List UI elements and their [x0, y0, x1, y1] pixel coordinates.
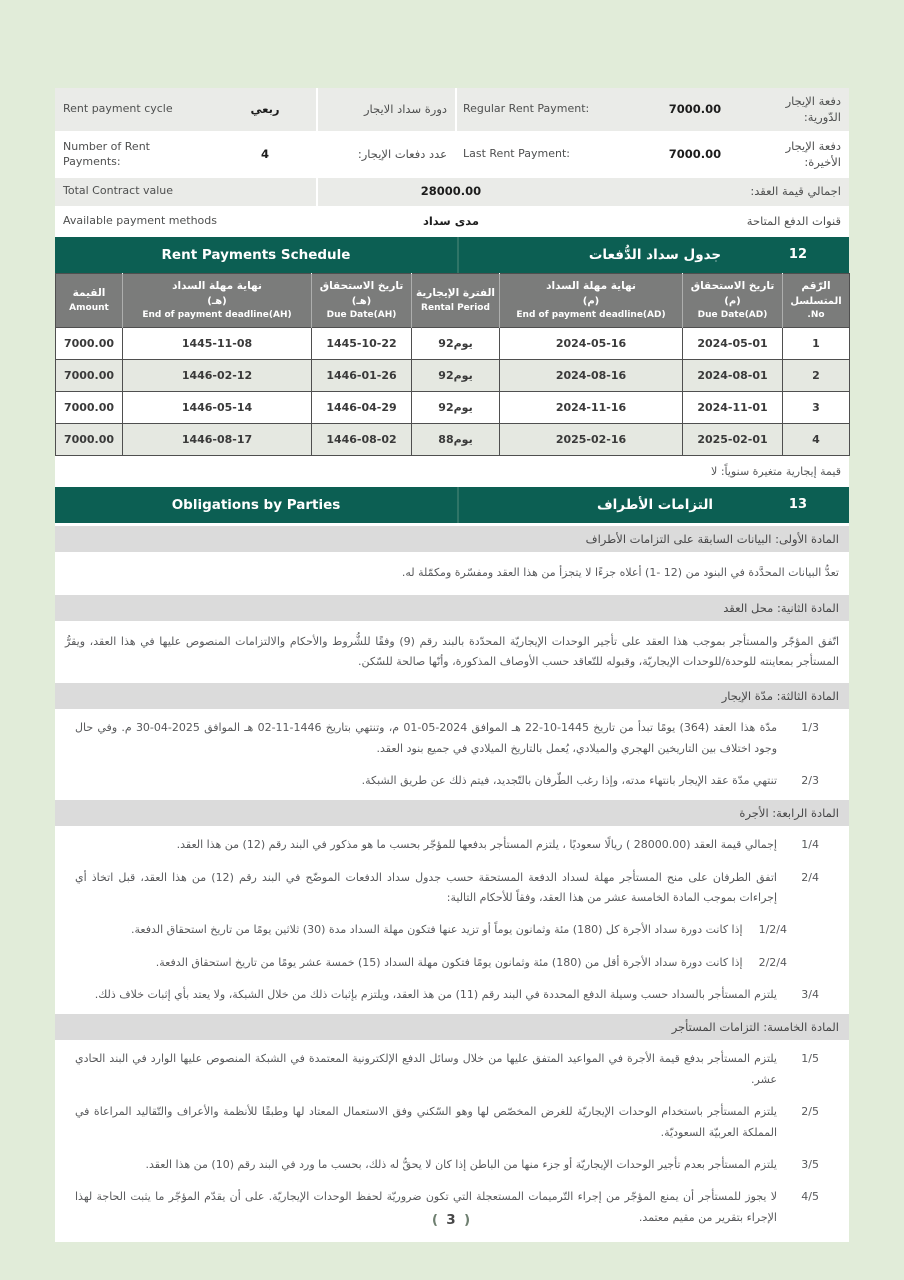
- section-title-en: Rent Payments Schedule: [161, 247, 351, 264]
- clause-text: مدّة هذا العقد (364) يومًا تبدأ من تاريخ ⁦22-10-1445⁩ هـ الموافق ⁦01-05-2024⁩ م، وتنتهي بتاريخ ⁦02-11-1446⁩ هـ الموافق ⁦30-04-2025⁩ م. وفي حال وجود اختلاف بين التاريخين الهجري والميلادي، يُعمل بالتاريخ الميلادي في جميع بنود العقد.: [75, 721, 777, 755]
- info-label-en: Number of Rent Payments:: [63, 139, 150, 168]
- clause-row: [55, 712, 849, 765]
- clause-text: يلتزم المستأجر بعدم تأجير الوحدات الإيجاريّة أو جزء منها من الباطن إذا كان لا يحقُّ له ذلك، بحسب ما ورد في البند رقم (10) من هذا العقد.: [145, 1157, 777, 1171]
- column-header: [412, 274, 500, 328]
- clause-number: 2/4: [801, 870, 819, 884]
- page-number-value: 3: [446, 1212, 458, 1228]
- clause-number: 2/2/4: [758, 955, 787, 969]
- page-number-paren-open: (: [431, 1212, 440, 1228]
- info-label-ar: دفعة الإيجار الدّورية:: [785, 94, 841, 124]
- info-label-ar: اجمالي قيمة العقد:: [750, 184, 841, 199]
- column-header: [56, 274, 123, 328]
- header-en: Amount: [69, 302, 109, 313]
- header-ar: نهاية مهلة السداد: [172, 280, 262, 293]
- column-header: [123, 274, 312, 328]
- clause-text: لا يجوز للمستأجر أن يمنع المؤجّر من إجراء التّرميمات المستعجلة التي تكون ضروريّة لحفظ الوحدات الإيجاريّة. على أن يقدّم المؤجّر ما يثبت الحاجة لهذا الإجراء بتقرير من مقيم معتمد.: [75, 1190, 777, 1224]
- rent-summary-table-bottom: [55, 178, 849, 237]
- info-label-en: Rent payment cycle: [63, 102, 173, 116]
- divider: [457, 237, 459, 273]
- clause-text: إجمالي قيمة العقد (28000.00 ) ريالًا سعوديًا ، يلتزم المستأجر بدفعها للمؤجّر بحسب ما هو مذكور في البند رقم (12) من هذا العقد.: [176, 838, 777, 852]
- info-row: [55, 178, 849, 208]
- section-title-ar: جدول سداد الدُّفعات: [588, 247, 722, 264]
- article-title: المادة الخامسة: التزامات المستأجر: [55, 1014, 849, 1040]
- column-divider: [316, 178, 318, 237]
- article-paragraph: تعدُّ البيانات المحدَّدة في البنود من ⁦(1- 12)⁩ أعلاه جزءًا لا يتجزأ من هذا العقد ومفسّرة ومكمّلة له.: [401, 566, 839, 580]
- header-ar: تاريخ الاستحقاق: [690, 280, 775, 293]
- clause-number: 2/3: [801, 774, 819, 788]
- section-13-header-bar: [55, 487, 849, 523]
- section-number: 12: [788, 247, 807, 263]
- column-header: [783, 274, 850, 328]
- table-cell: 2: [783, 360, 850, 392]
- table-cell: 2025-02-16: [500, 424, 683, 456]
- article-title: المادة الرابعة: الأجرة: [55, 800, 849, 826]
- table-cell: 1446-01-26: [312, 360, 412, 392]
- info-label-ar: عدد دفعات الإيجار:: [357, 146, 447, 161]
- info-label-en: Last Rent Payment:: [463, 147, 570, 161]
- clause-row: [55, 979, 849, 1011]
- column-divider: [316, 88, 318, 178]
- header-ar: نهاية مهلة السداد: [546, 280, 636, 293]
- header-en: End of payment deadline(AH): [142, 309, 292, 320]
- table-cell: 2024-08-01: [683, 360, 783, 392]
- table-row: [56, 360, 850, 392]
- clause-row: [55, 914, 849, 946]
- clause-text: يلتزم المستأجر بدفع قيمة الأجرة في المواعيد المتفق عليها من خلال وسائل الدفع الإلكترونية المعتمدة في الشبكة المنصوص عليها الوارد في البند الحادي عشر.: [75, 1052, 777, 1086]
- clause-number: 1/5: [801, 1052, 819, 1066]
- column-header: [312, 274, 412, 328]
- table-cell: 2024-11-16: [500, 392, 683, 424]
- info-label-en: Available payment methods: [63, 213, 217, 227]
- table-row: [56, 424, 850, 456]
- clause-number: 4/5: [801, 1190, 819, 1204]
- table-cell: 2024-11-01: [683, 392, 783, 424]
- table-cell: 2024-05-01: [683, 328, 783, 360]
- table-cell: 1446-05-14: [123, 392, 312, 424]
- header-sub: (هـ): [207, 295, 227, 307]
- info-value: 4: [260, 146, 269, 161]
- schedule-header-row: [56, 274, 850, 328]
- table-cell: 1446-08-02: [312, 424, 412, 456]
- header-en: Due Date(AD): [697, 309, 768, 320]
- clause-text: يلتزم المستأجر باستخدام الوحدات الإيجاريّة للغرض المخصّص لها وهو السّكني وفق الاستعمال المعتاد لها وطبقًا للأنظمة والأعراف والتّقاليد المراعاة في المملكة العربيّة السعوديّة.: [75, 1105, 777, 1139]
- article-title: المادة الثانية: محل العقد: [55, 595, 849, 621]
- clause-number: 1/4: [801, 838, 819, 852]
- contract-card: [55, 88, 849, 1242]
- info-value: 7000.00: [668, 101, 722, 116]
- info-value: 28000.00: [420, 184, 482, 199]
- table-cell: 1445-11-08: [123, 328, 312, 360]
- table-cell: يوم92: [412, 392, 500, 424]
- header-sub: (هـ): [351, 295, 372, 307]
- header-sub: المتسلسل: [790, 295, 842, 307]
- clause-number: 2/5: [801, 1105, 819, 1119]
- table-cell: 1446-08-17: [123, 424, 312, 456]
- info-row: [55, 208, 849, 238]
- table-cell: 1446-04-29: [312, 392, 412, 424]
- table-cell: 2025-02-01: [683, 424, 783, 456]
- variable-rent-note: قيمة إيجارية متغيرة سنوياً: لا: [55, 459, 849, 484]
- header-en: .No: [807, 309, 825, 320]
- column-header: [683, 274, 783, 328]
- section-number: 13: [788, 497, 807, 513]
- clause-number: 1/3: [801, 721, 819, 735]
- info-value: مدى سداد: [422, 213, 480, 228]
- table-cell: 1446-02-12: [123, 360, 312, 392]
- obligations-articles: [55, 526, 849, 1234]
- header-ar: الرّقم: [801, 280, 831, 293]
- clause-number: 3/4: [801, 988, 819, 1002]
- header-en: End of payment deadline(AD): [516, 309, 666, 320]
- table-cell: 3: [783, 392, 850, 424]
- clause-row: [55, 1149, 849, 1181]
- section-title-ar: التزامات الأطراف: [596, 497, 714, 514]
- header-sub: (م): [582, 295, 600, 307]
- info-label-ar: قنوات الدفع المتاحة: [746, 213, 841, 228]
- clause-text: اتفق الطرفان على منح المستأجر مهلة لسداد الدفعة المستحقة حسب جدول سداد الدفعات الموضّح في البند رقم (12) من هذا العقد، قبل اتخاذ أي إجراءات بموجب المادة الخامسة عشر من هذا العقد، وفقاً للأحكام التالية:: [75, 870, 777, 905]
- table-cell: 2024-08-16: [500, 360, 683, 392]
- table-cell: 4: [783, 424, 850, 456]
- info-label-en: Total Contract value: [63, 184, 174, 198]
- header-en: Due Date(AH): [326, 309, 397, 320]
- clause-text: يلتزم المستأجر بالسداد حسب وسيلة الدفع المحددة في البند رقم (11) من هذ العقد، ويلتزم بإثبات ذلك من خلال الشبكة، ولا يعتد بأي إثبات خلاف ذلك.: [94, 988, 777, 1002]
- clause-text: إذا كانت دورة سداد الأجرة كل (180) مئة وثمانون يوماً أو تزيد عنها فتكون مهلة السداد مدة (30) ثلاثين يومًا من تاريخ استحقاق الدفعة.: [131, 923, 743, 937]
- header-ar: الفترة الإيجارية: [416, 287, 495, 300]
- clause-text: تنتهي مدّة عقد الإيجار بانتهاء مدته، وإذا رغب الطّرفان بالتّجديد، فيتم ذلك عن طريق الشبكة.: [361, 774, 777, 788]
- clause-number: 1/2/4: [758, 923, 787, 937]
- table-cell: يوم92: [412, 328, 500, 360]
- rent-payments-schedule-table: [55, 273, 850, 456]
- info-value: ربعي: [250, 101, 280, 116]
- table-cell: 1: [783, 328, 850, 360]
- page-number-paren-close: ): [464, 1212, 473, 1228]
- article-title: المادة الأولى: البيانات السابقة على التزامات الأطراف: [55, 526, 849, 552]
- table-cell: 7000.00: [56, 424, 123, 456]
- header-ar: القيمة: [72, 287, 106, 300]
- column-header: [500, 274, 683, 328]
- clause-row: [55, 947, 849, 979]
- info-row: [55, 133, 849, 178]
- divider: [457, 487, 459, 523]
- table-cell: يوم88: [412, 424, 500, 456]
- info-row: [55, 88, 849, 133]
- info-label-ar: دفعة الإيجار الأخيرة:: [785, 139, 841, 169]
- info-label-en: Regular Rent Payment:: [463, 102, 590, 116]
- clause-row: [55, 765, 849, 797]
- clause-number: 3/5: [801, 1157, 819, 1171]
- article-paragraph: اتّفق المؤجّر والمستأجر بموجب هذا العقد على تأجير الوحدات الإيجاريّة المحدّدة بالبند رقم (9) وفقًا للشُّروط والأحكام والالتزامات المنصوص عليها في هذا العقد، ويقرُّ المستأجر بمعاينته للوحدة/للوحدات الإيجاريّة، وقبوله للتّعاقد حسب الأوصاف المذكورة، وأنّها صالحة للسّكن.: [65, 634, 839, 669]
- rent-summary-table-top: [55, 88, 849, 178]
- article-title: المادة الثالثة: مدّة الإيجار: [55, 683, 849, 709]
- clause-row: [55, 862, 849, 915]
- table-cell: 7000.00: [56, 392, 123, 424]
- table-cell: 7000.00: [56, 328, 123, 360]
- schedule-body: [56, 328, 850, 456]
- header-sub: (م): [724, 295, 741, 307]
- table-cell: يوم92: [412, 360, 500, 392]
- clause-row: [55, 1096, 849, 1149]
- table-cell: 2024-05-16: [500, 328, 683, 360]
- table-row: [56, 392, 850, 424]
- clause-row: [55, 1043, 849, 1096]
- info-value: 7000.00: [668, 146, 722, 161]
- page-number: [55, 1212, 849, 1228]
- header-en: Rental Period: [421, 302, 490, 313]
- column-divider: [455, 88, 457, 178]
- table-cell: 7000.00: [56, 360, 123, 392]
- info-label-ar: دورة سداد الايجار: [364, 101, 447, 116]
- header-ar: تاريخ الاستحقاق: [319, 280, 404, 293]
- section-12-header-bar: [55, 237, 849, 273]
- clause-text: إذا كانت دورة سداد الأجرة أقل من (180) مئة وثمانون يومًا فتكون مهلة السداد (15) خمسة عشر يومًا من تاريخ استحقاق الدفعة.: [155, 955, 743, 969]
- clause-row: [55, 829, 849, 861]
- table-cell: 1445-10-22: [312, 328, 412, 360]
- section-title-en: Obligations by Parties: [171, 497, 341, 514]
- table-row: [56, 328, 850, 360]
